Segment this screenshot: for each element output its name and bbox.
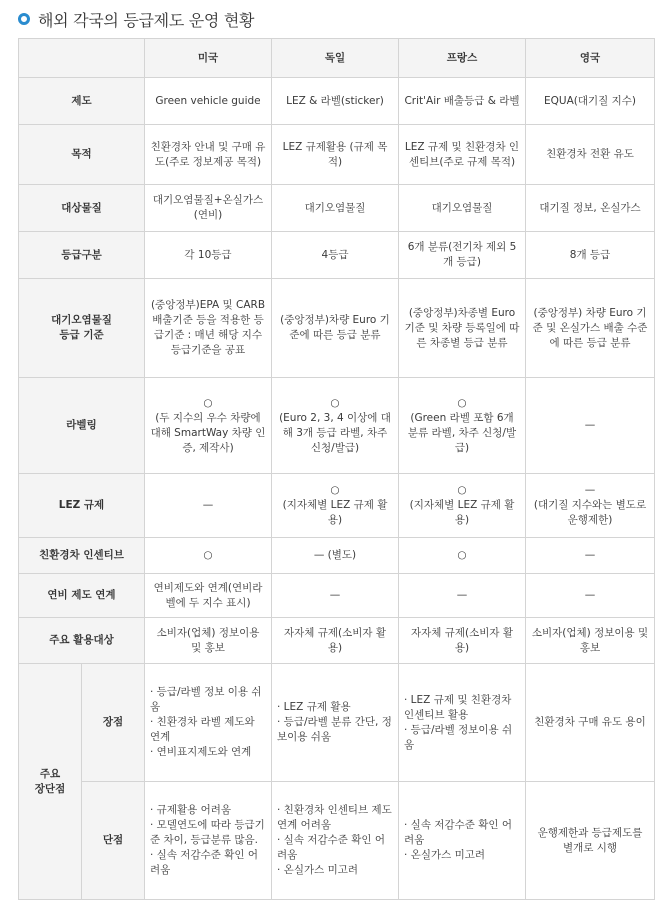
table-cell: —	[272, 574, 399, 618]
table-cell: (중앙정부) 차량 Euro 기준 및 온실가스 배출 수준에 따른 등급 분류	[526, 279, 655, 378]
row-header: 대기오염물질 등급 기준	[19, 279, 145, 378]
pros-header: 장점	[82, 664, 145, 782]
table-cell: 소비자(업체) 정보이용 및 홍보	[526, 618, 655, 664]
table-cell: 8개 등급	[526, 232, 655, 279]
table-cell: · 규제활용 어려움 · 모델연도에 따라 등급기준 차이, 등급분류 많음. · 실속 저감수준 확인 어려움	[145, 782, 272, 900]
table-cell: —	[145, 474, 272, 538]
table-cell: 대기오염물질+온실가스(연비)	[145, 185, 272, 232]
table-cell: — (별도)	[272, 538, 399, 574]
table-row	[19, 125, 655, 185]
table-row-cons	[19, 782, 655, 900]
comparison-table	[18, 38, 655, 900]
row-header: 친환경차 인센티브	[19, 538, 145, 574]
table-cell: LEZ 규제활용 (규제 목적)	[272, 125, 399, 185]
table-cell: 친환경차 전환 유도	[526, 125, 655, 185]
table-cell: —	[526, 538, 655, 574]
header-row	[19, 39, 655, 78]
header-country: 독일	[272, 39, 399, 78]
table-cell: —	[526, 574, 655, 618]
table-cell: 친환경차 구매 유도 용이	[526, 664, 655, 782]
table-cell: ○ (Green 라벨 포함 6개 분류 라벨, 차주 신청/발급)	[399, 378, 526, 474]
table-cell: —	[399, 574, 526, 618]
table-cell: (중앙정부)EPA 및 CARB 배출기준 등을 적용한 등급기준 : 매년 해당 지수 등급기준을 공표	[145, 279, 272, 378]
row-header: 라벨링	[19, 378, 145, 474]
table-cell: Green vehicle guide	[145, 78, 272, 125]
row-header: 주요 활용대상	[19, 618, 145, 664]
table-cell: LEZ & 라벨(sticker)	[272, 78, 399, 125]
table-cell: — (대기질 지수와는 별도로 운행제한)	[526, 474, 655, 538]
table-row	[19, 378, 655, 474]
table-row	[19, 538, 655, 574]
pros-cons-group-header: 주요 장단점	[19, 664, 82, 900]
header-corner	[19, 39, 145, 78]
table-row-pros	[19, 664, 655, 782]
header-country: 프랑스	[399, 39, 526, 78]
table-cell: (중앙정부)차량 Euro 기준에 따른 등급 분류	[272, 279, 399, 378]
row-header: 제도	[19, 78, 145, 125]
table-cell: Crit'Air 배출등급 & 라벨	[399, 78, 526, 125]
table-cell: (중앙정부)차종별 Euro 기준 및 차량 등록일에 따른 차종별 등급 분류	[399, 279, 526, 378]
table-row	[19, 474, 655, 538]
row-header: 목적	[19, 125, 145, 185]
table-cell: · LEZ 규제 활용 · 등급/라벨 분류 간단, 정보이용 쉬움	[272, 664, 399, 782]
section-title-text: 해외 각국의 등급제도 운영 현황	[38, 10, 255, 30]
row-header: 등급구분	[19, 232, 145, 279]
table-cell: ○ (지자체별 LEZ 규제 활용)	[272, 474, 399, 538]
table-cell: 대기오염물질	[399, 185, 526, 232]
table-cell: LEZ 규제 및 친환경차 인센티브(주로 규제 목적)	[399, 125, 526, 185]
table-cell: —	[526, 378, 655, 474]
circle-bullet-icon	[18, 13, 30, 25]
header-country: 미국	[145, 39, 272, 78]
row-header: LEZ 규제	[19, 474, 145, 538]
table-cell: 자자체 규제(소비자 활용)	[272, 618, 399, 664]
table-cell: ○ (지자체별 LEZ 규제 활용)	[399, 474, 526, 538]
table-cell: 자자체 규제(소비자 활용)	[399, 618, 526, 664]
table-row	[19, 574, 655, 618]
row-header: 연비 제도 연계	[19, 574, 145, 618]
table-cell: 6개 분류(전기차 제외 5개 등급)	[399, 232, 526, 279]
header-country: 영국	[526, 39, 655, 78]
table-cell: ○ (Euro 2, 3, 4 이상에 대해 3개 등급 라벨, 차주 신청/발급)	[272, 378, 399, 474]
section-title	[18, 8, 254, 30]
table-row	[19, 185, 655, 232]
table-cell: ○ (두 지수의 우수 차량에 대해 SmartWay 차량 인증, 제작사)	[145, 378, 272, 474]
table-cell: 연비제도와 연계(연비라벨에 두 지수 표시)	[145, 574, 272, 618]
table-cell: EQUA(대기질 지수)	[526, 78, 655, 125]
table-cell: 대기오염물질	[272, 185, 399, 232]
table-cell: · 실속 저감수준 확인 어려움 · 온실가스 미고려	[399, 782, 526, 900]
table-cell: 각 10등급	[145, 232, 272, 279]
table-cell: 운행제한과 등급제도를 별개로 시행	[526, 782, 655, 900]
table-cell: 대기질 정보, 온실가스	[526, 185, 655, 232]
table-cell: ○	[145, 538, 272, 574]
table-cell: 소비자(업체) 정보이용 및 홍보	[145, 618, 272, 664]
table-cell: · 등급/라벨 정보 이용 쉬움 · 친환경차 라벨 제도와 연계 · 연비표지제도와 연계	[145, 664, 272, 782]
table-row	[19, 232, 655, 279]
table-row	[19, 78, 655, 125]
row-header: 대상물질	[19, 185, 145, 232]
table-cell: 친환경차 안내 및 구매 유도(주로 정보제공 목적)	[145, 125, 272, 185]
cons-header: 단점	[82, 782, 145, 900]
table-row	[19, 618, 655, 664]
table-cell: ○	[399, 538, 526, 574]
table-cell: · 친환경차 인센티브 제도 연계 어려움 · 실속 저감수준 확인 어려움 · 온실가스 미고려	[272, 782, 399, 900]
table-row	[19, 279, 655, 378]
table-cell: 4등급	[272, 232, 399, 279]
table-cell: · LEZ 규제 및 친환경차 인센티브 활용 · 등급/라벨 정보이용 쉬움	[399, 664, 526, 782]
